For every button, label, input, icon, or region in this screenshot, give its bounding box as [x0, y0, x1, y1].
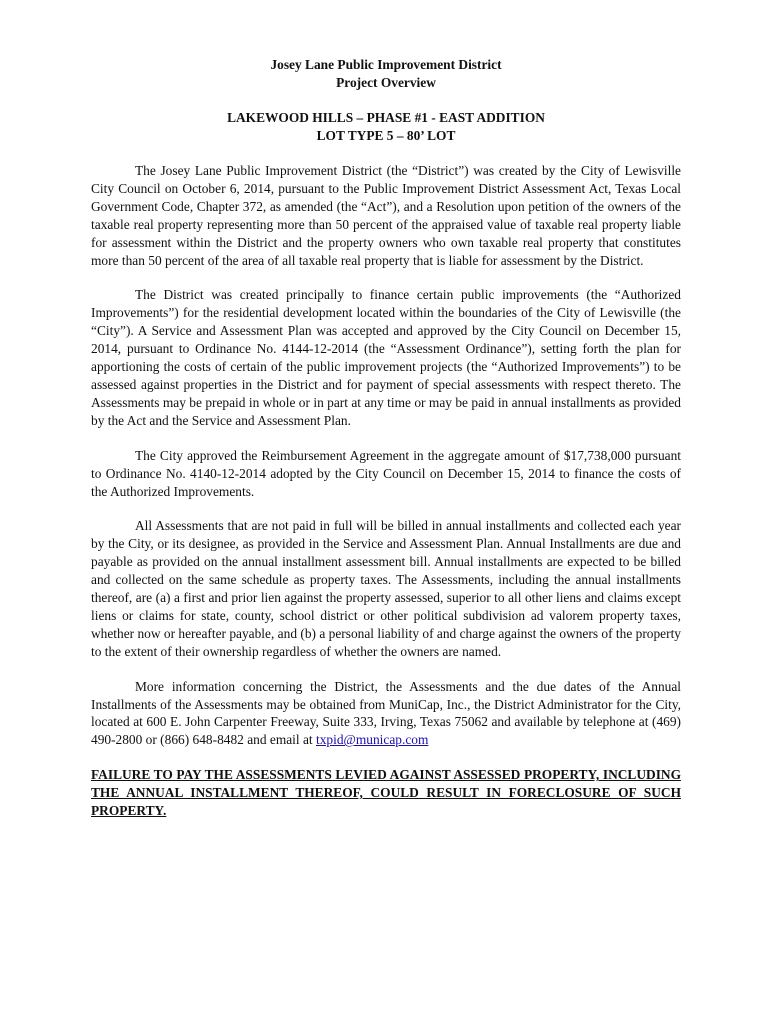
paragraph-reimbursement-agreement: The City approved the Reimbursement Agreement in the aggregate amount of $17,738,000 pursuant to Ordinance No. 4140-12-2014 adopted by the City Council on December 15, 2014 to finance the costs of the Authorized Improvements.: [91, 447, 681, 499]
overview-title: Project Overview: [336, 74, 436, 90]
email-link[interactable]: txpid@municap.com: [316, 732, 429, 748]
lot-type-title: LOT TYPE 5 – 80’ LOT: [316, 127, 456, 143]
paragraph-authorized-improvements: The District was created principally to finance certain public improvements (the “Authorized Improvements”) for the residential development located within the boundaries of the City of Lewisville (the “City”). A Service and Assessment Plan was accepted and approved by the City Council on December 15, 2014, pursuant to Ordinance No. 4144-12-2014 (the “Assessment Ordinance”), setting forth the plan for apportioning the costs of certain of the public improvement projects (the “Authorized Improvements”) to be assessed against properties in the District and for payment of special assessments with respect thereto. The Assessments may be prepaid in whole or in part at any time or may be paid in annual installments as provided by the Act and the Service and Assessment Plan.: [91, 287, 681, 428]
paragraph-annual-installments: All Assessments that are not paid in full will be billed in annual installments and collected each year by the City, or its designee, as provided in the Service and Assessment Plan. Annual Installments are due and payable as provided on the annual installment assessment bill. Annual installments are expected to be billed and collected on the same schedule as property taxes. The Assessments, including the annual installments thereof, are (a) a first and prior lien against the property assessed, superior to all other liens and claims except liens or claims for state, county, school district or other political subdivision ad valorem property taxes, whether now or hereafter payable, and (b) a personal liability of and charge against the owners of the property to the extent of their ownership regardless of whether the owners are named.: [91, 518, 681, 659]
paragraph-district-creation: The Josey Lane Public Improvement District (the “District”) was created by the City of Lewisville City Council on October 6, 2014, pursuant to the Public Improvement District Assessment Act, Texas Local Government Code, Chapter 372, as amended (the “Act”), and a Resolution upon petition of the owners of the taxable real property representing more than 50 percent of the appraised value of taxable real property liable for assessment within the District and the property owners who own taxable real property that constitutes more than 50 percent of the area of all taxable real property that is liable for assessment by the District.: [91, 163, 681, 268]
title-block: [91, 56, 681, 91]
phase-title: LAKEWOOD HILLS – PHASE #1 - EAST ADDITION: [227, 110, 545, 125]
paragraph-contact-information: [91, 678, 681, 750]
foreclosure-warning: FAILURE TO PAY THE ASSESSMENTS LEVIED AGAINST ASSESSED PROPERTY, INCLUDING THE ANNUAL INSTALLMENT THEREOF, COULD RESULT IN FORECLOSURE OF SUCH PROPERTY.: [91, 767, 681, 819]
subtitle-block: [91, 109, 681, 144]
contact-text: More information concerning the District, the Assessments and the due dates of the Annual Installments of the Assessments may be obtained from MuniCap, Inc., the District Administrator for the City, located at 600 E. John Carpenter Freeway, Suite 333, Irving, Texas 75062 and available by telephone at (469) 490-2800 or (866) 648-8482 and email at: [91, 678, 681, 748]
district-title: Josey Lane Public Improvement District: [270, 57, 502, 72]
